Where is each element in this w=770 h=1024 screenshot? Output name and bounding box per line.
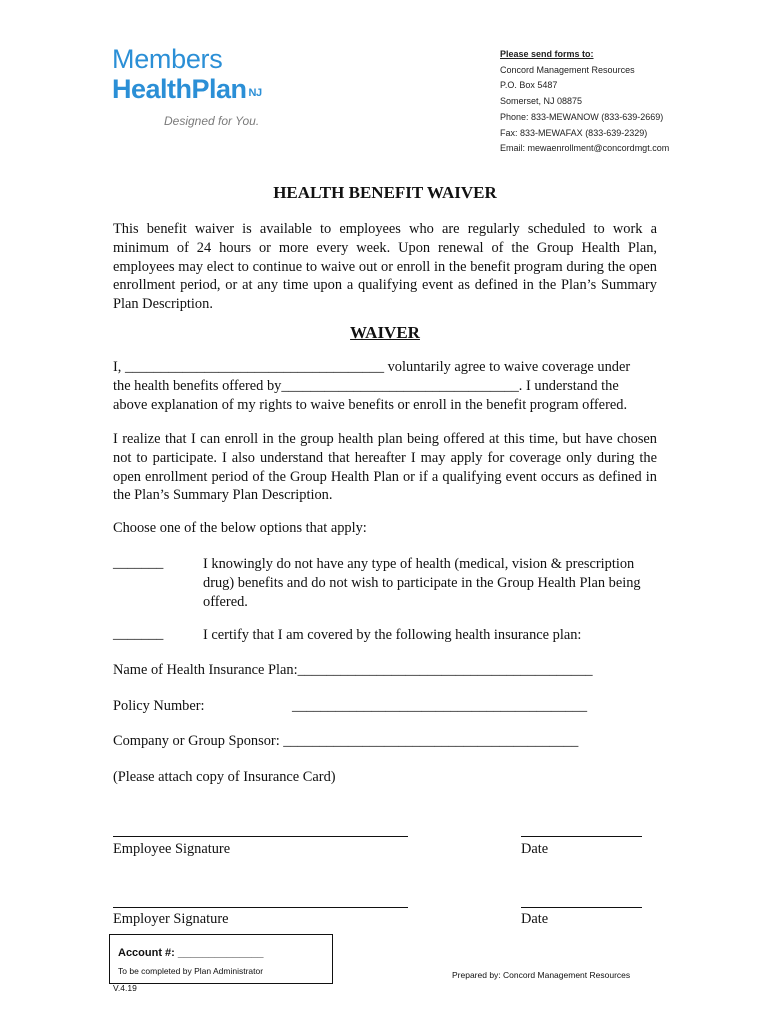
choose-instruction: Choose one of the below options that apply: [113,520,367,536]
employer-date-label: Date [521,911,549,927]
waiver-line: above explanation of my rights to waive benefits or enroll in the benefit program offered. [113,396,628,413]
option1-text: I knowingly do not have any type of health (medical, vision & prescription drug) benefits and do not wish to participate in the Group Health Plan being offered. [203,556,641,610]
form-version: V.4.19 [113,983,137,993]
insurance-plan-name-field[interactable]: Name of Health Insurance Plan:_________________________________________ [113,662,593,678]
logo-healthplan-text: HealthPlan [112,74,247,104]
account-number-field[interactable]: Account #: ______________ [118,947,264,959]
address-heading: Please send forms to: [500,49,594,59]
realize-paragraph: I realize that I can enroll in the group health plan being offered at this time, but have chosen not to participate. I also understand that hereafter I may apply for coverage only during the open enrollment period of the Group Health Plan or if a qualifying event occurs as defined in the Plan’s Summary Plan Description. [113,431,657,504]
employee-signature-label: Employee Signature [113,841,231,857]
logo-superscript: NJ [248,87,262,99]
address-email: Email: mewaenrollment@concordmgt.com [500,143,670,154]
employer-signature-line[interactable] [113,907,408,908]
attach-card-note: (Please attach copy of Insurance Card) [113,769,336,785]
waiver-line: the health benefits offered by_________________________________. I understand the [113,377,619,394]
intro-paragraph: This benefit waiver is available to employees who are regularly scheduled to work a minimum of 24 hours or more every week. Upon renewal of the Group Health Plan, employees may elect to continue to waive out or enroll in the benefit program during the open enrollment period, or at any time upon a qualifying event as defined in the Plan’s Summary Plan Description. [113,221,657,313]
address-block [500,47,669,157]
option1-checkbox-blank[interactable]: _______ [113,555,164,571]
option2-text: I certify that I am covered by the following health insurance plan: [203,627,582,643]
address-line: Somerset, NJ 08875 [500,96,583,107]
page-title: HEALTH BENEFIT WAIVER [273,183,497,202]
policy-number-label: Policy Number: [113,698,205,714]
option2-checkbox-blank[interactable]: _______ [113,626,164,642]
logo-tagline: Designed for You. [164,114,260,128]
employee-date-label: Date [521,841,549,857]
waiver-line: I, ____________________________________ voluntarily agree to waive coverage under [113,359,631,375]
waiver-paragraph [113,358,657,414]
employer-date-line[interactable] [521,907,642,908]
employee-signature-line[interactable] [113,836,408,837]
address-line: Concord Management Resources [500,64,635,75]
account-note: To be completed by Plan Administrator [118,966,264,976]
policy-number-field[interactable]: _________________________________________ [292,698,588,714]
logo-line-healthplan [112,74,262,104]
address-line: P.O. Box 5487 [500,80,558,91]
address-phone: Phone: 833-MEWANOW (833-639-2669) [500,111,664,122]
section-title-waiver: WAIVER [350,323,420,342]
group-sponsor-field[interactable]: Company or Group Sponsor: _________________________________________ [113,733,579,749]
employer-signature-label: Employer Signature [113,911,229,927]
employee-date-line[interactable] [521,836,642,837]
account-number-box [109,934,333,984]
prepared-by: Prepared by: Concord Management Resources [452,970,631,980]
logo-line-members: Members [112,44,223,74]
address-fax: Fax: 833-MEWAFAX (833-639-2329) [500,127,648,138]
members-healthplan-logo [112,44,312,134]
